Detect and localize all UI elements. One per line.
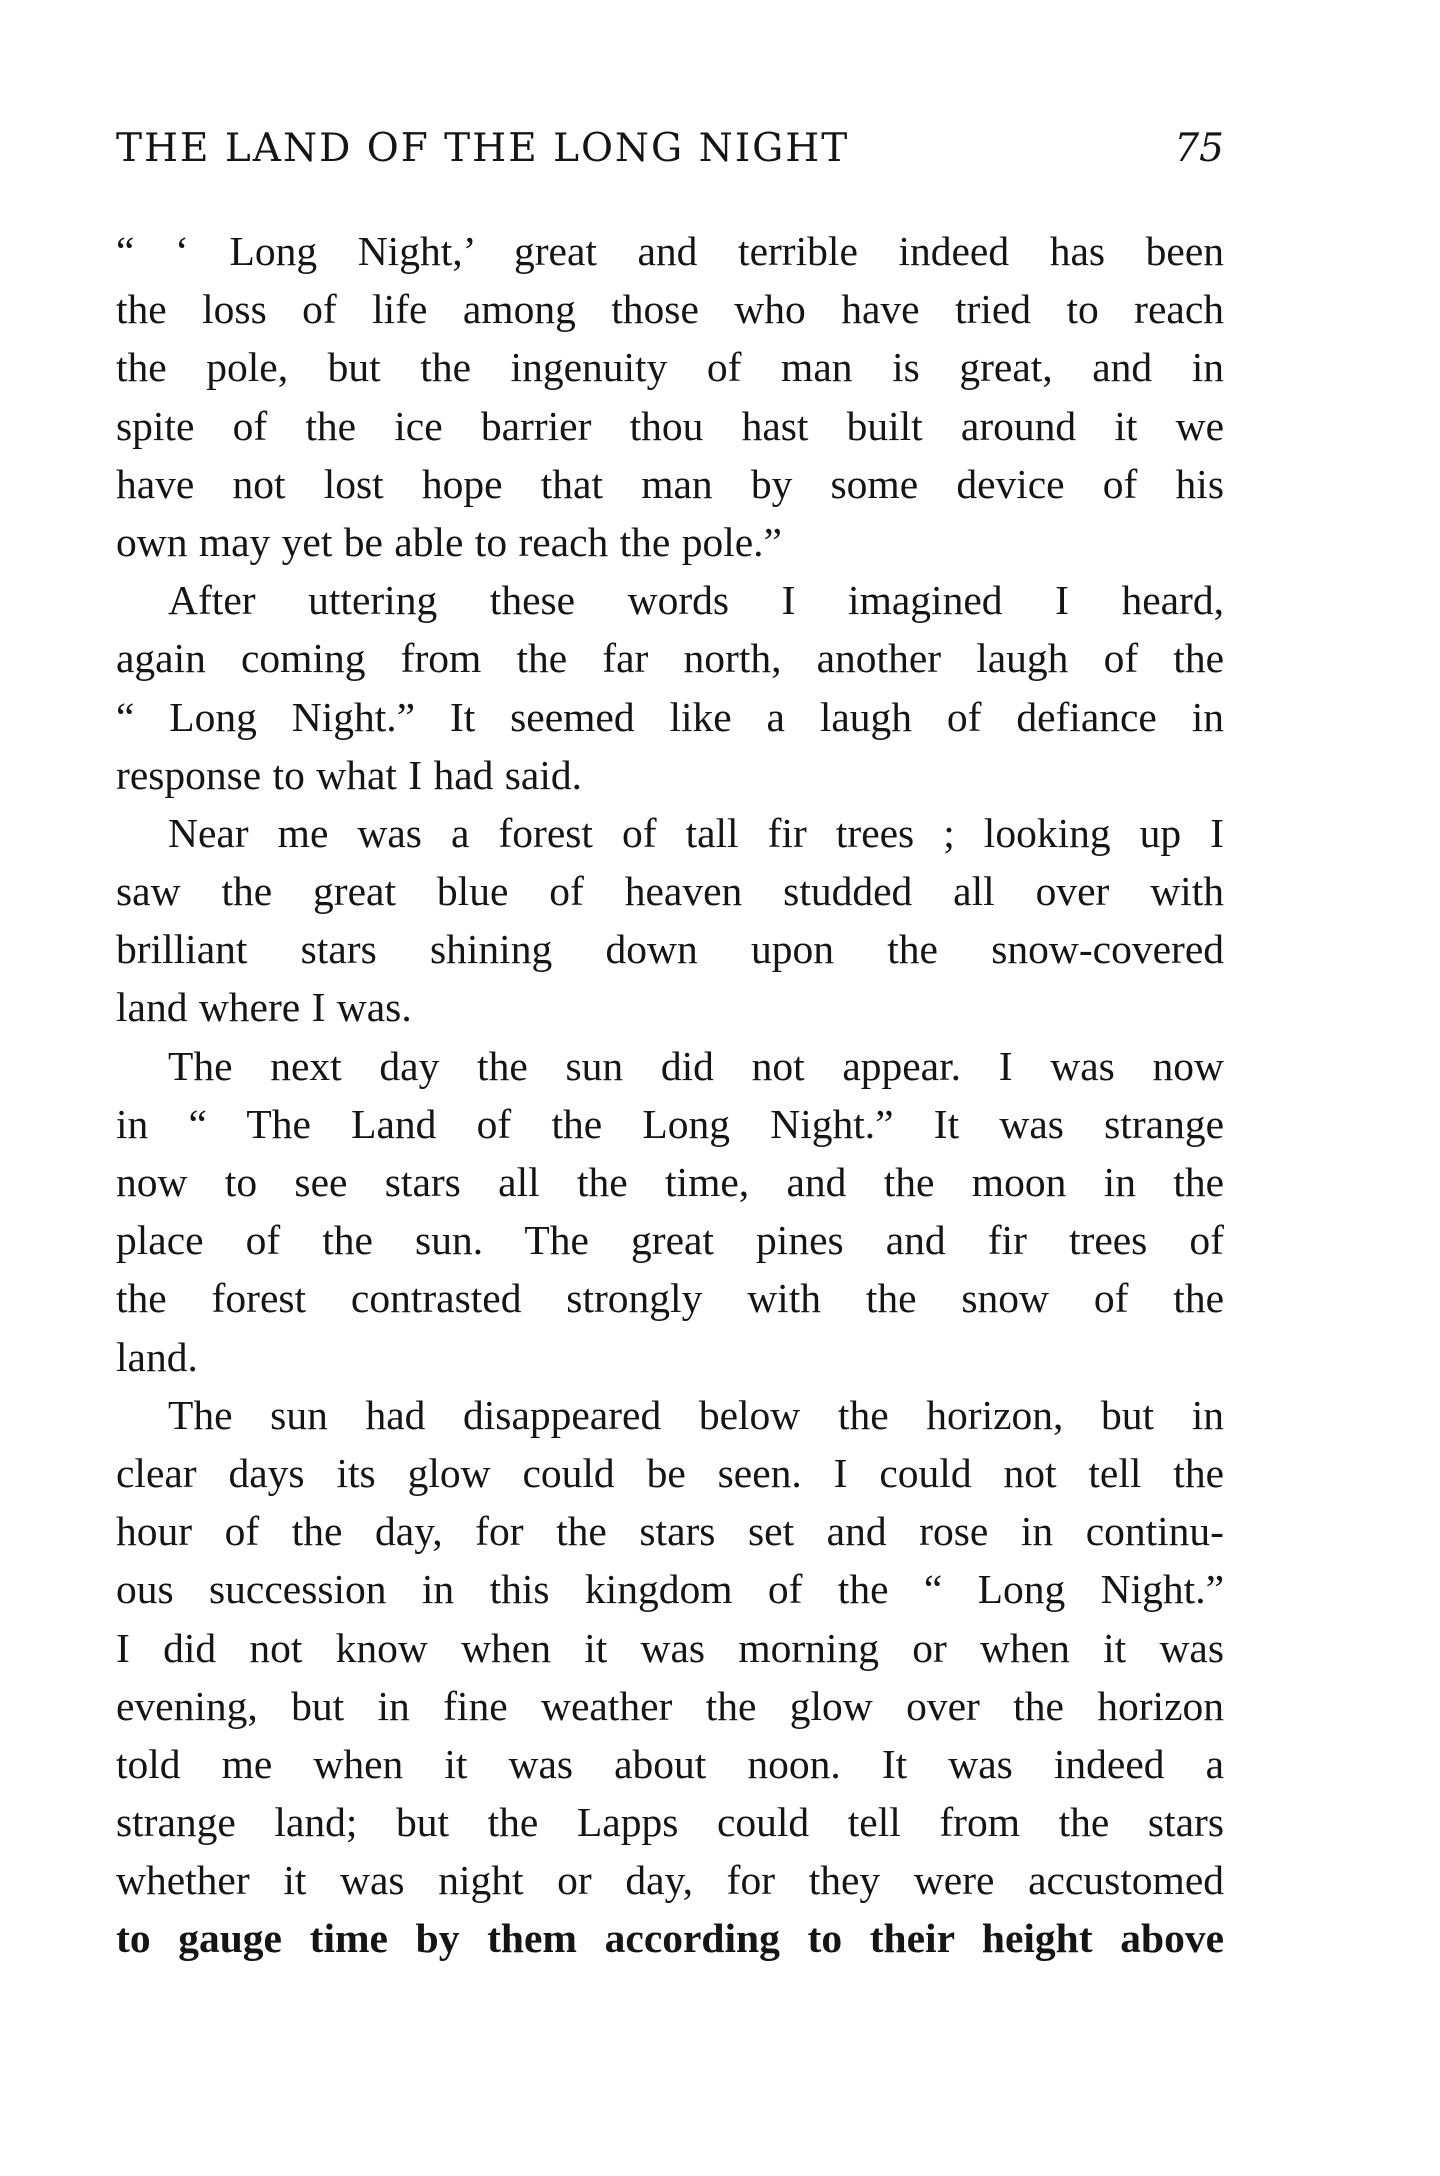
text-line: brilliant stars shining down upon the snow-covered bbox=[116, 926, 1224, 973]
text-line: to gauge time by them according to their height above bbox=[116, 1915, 1224, 1962]
text-line: evening, but in fine weather the glow over the horizon bbox=[116, 1682, 1224, 1729]
text-line: told me when it was about noon. It was indeed a bbox=[116, 1740, 1224, 1787]
text-line: “ ‘ Long Night,’ great and terrible indeed has been bbox=[116, 228, 1224, 274]
text-line: saw the great blue of heaven studded all over with bbox=[116, 868, 1224, 915]
body-text bbox=[116, 222, 1224, 1968]
text-line: the forest contrasted strongly with the snow of the bbox=[116, 1275, 1224, 1322]
text-line: whether it was night or day, for they were accustomed bbox=[116, 1857, 1224, 1904]
text-line: spite of the ice barrier thou hast built around it we bbox=[116, 402, 1224, 449]
running-head-title: THE LAND OF THE LONG NIGHT bbox=[116, 126, 850, 171]
text-line: response to what I had said. bbox=[116, 751, 582, 798]
text-line: clear days its glow could be seen. I could not tell the bbox=[116, 1449, 1224, 1496]
text-line: the loss of life among those who have tried to reach bbox=[116, 286, 1224, 333]
text-line: “ Long Night.” It seemed like a laugh of defiance in bbox=[116, 693, 1224, 740]
page-number: 75 bbox=[1174, 126, 1224, 171]
text-line: have not lost hope that man by some device of his bbox=[116, 460, 1224, 507]
text-line: in “ The Land of the Long Night.” It was strange bbox=[116, 1100, 1224, 1147]
text-line: ous succession in this kingdom of the “ Long Night.” bbox=[116, 1566, 1224, 1613]
running-head bbox=[116, 126, 1224, 186]
text-line: hour of the day, for the stars set and rose in continu- bbox=[116, 1508, 1224, 1555]
text-line: The sun had disappeared below the horizon, but in bbox=[168, 1391, 1224, 1438]
text-line: place of the sun. The great pines and fir trees of bbox=[116, 1217, 1224, 1264]
text-line: land where I was. bbox=[116, 984, 412, 1031]
text-line: now to see stars all the time, and the moon in the bbox=[116, 1159, 1224, 1205]
text-line: Near me was a forest of tall fir trees ; looking up I bbox=[168, 809, 1224, 856]
text-line: strange land; but the Lapps could tell from the stars bbox=[116, 1799, 1224, 1846]
text-line: The next day the sun did not appear. I was now bbox=[168, 1042, 1224, 1089]
text-line: again coming from the far north, another laugh of the bbox=[116, 635, 1224, 682]
text-line: the pole, but the ingenuity of man is great, and in bbox=[116, 344, 1224, 391]
text-line: I did not know when it was morning or when it was bbox=[116, 1624, 1224, 1671]
text-line: own may yet be able to reach the pole.” bbox=[116, 518, 782, 565]
text-line: land. bbox=[116, 1333, 198, 1380]
text-line: After uttering these words I imagined I heard, bbox=[168, 577, 1224, 624]
